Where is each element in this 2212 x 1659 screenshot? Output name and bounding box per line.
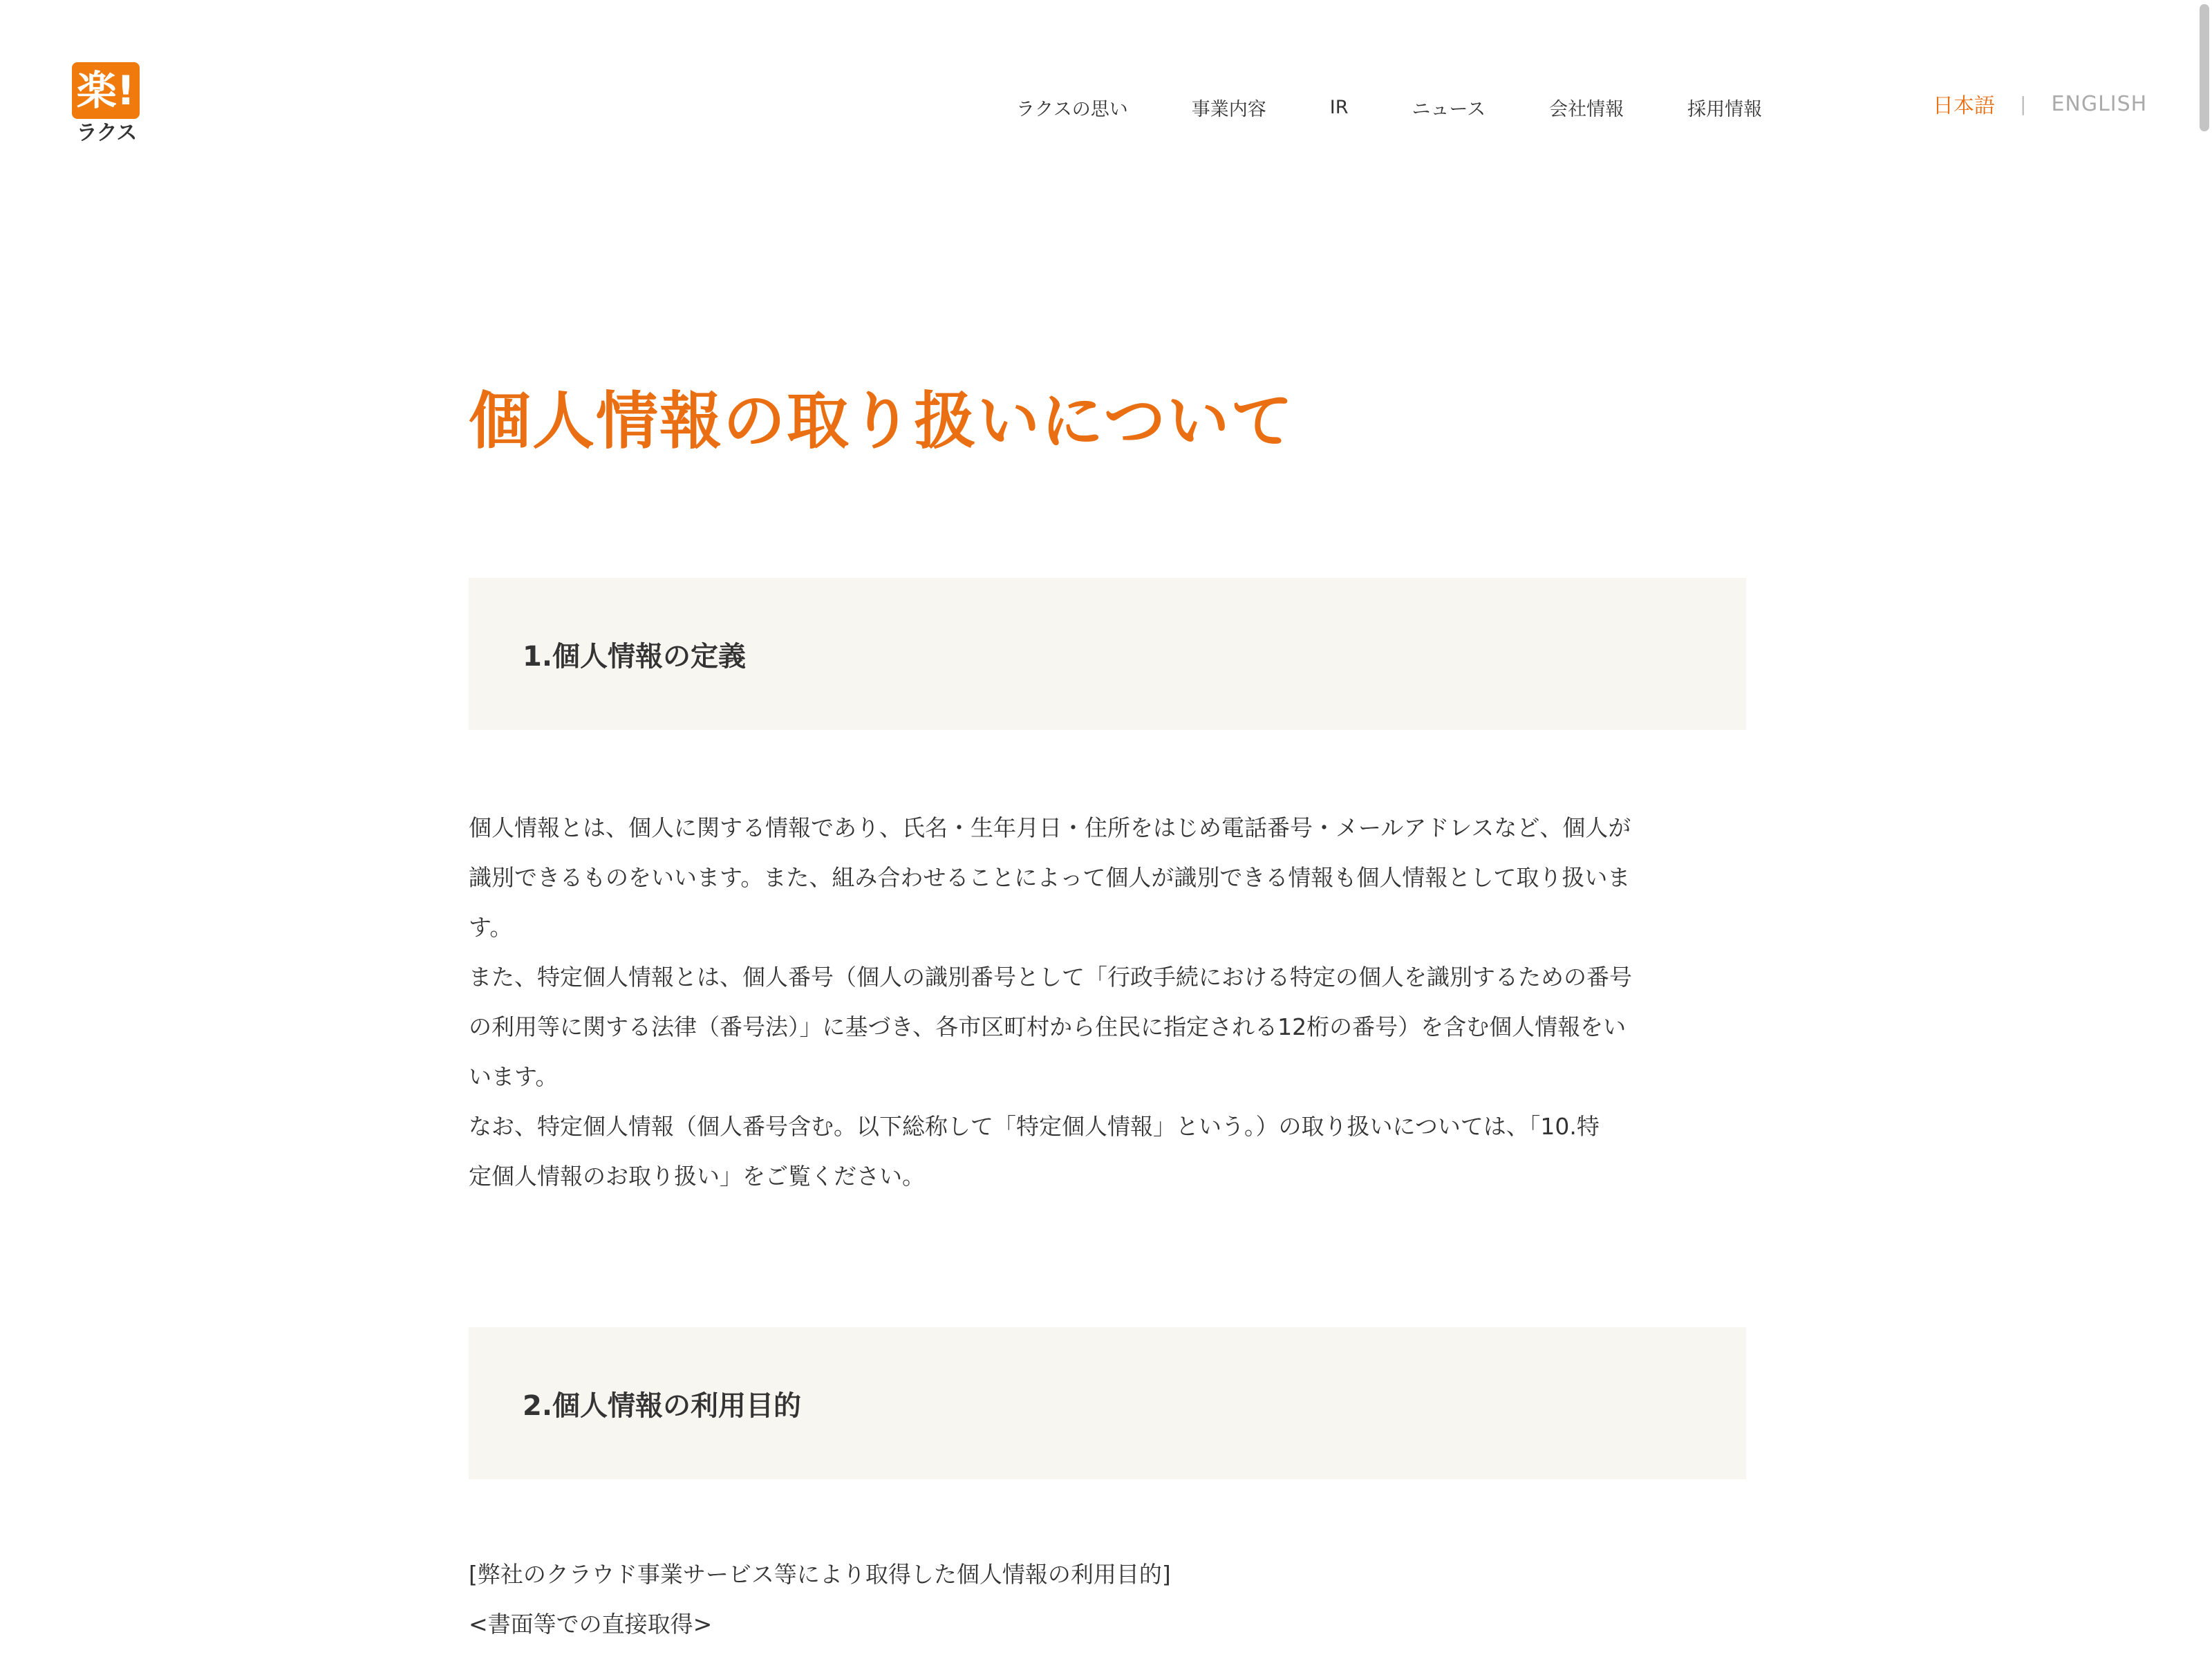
section-heading-purpose [469,1327,1746,1479]
nav-item-recruit[interactable]: 採用情報 [1687,99,1763,120]
paragraph-line: 個人情報とは、個人に関する情報であり、氏名・生年月日・住所をはじめ電話番号・メールアドレスなど、個人が [469,814,1631,841]
nav-item-company[interactable]: 会社情報 [1549,99,1624,120]
section-heading-text: 2.個人情報の利用目的 [523,1389,802,1422]
language-english-link[interactable]: ENGLISH [2051,91,2148,116]
nav-item-business[interactable]: 事業内容 [1191,99,1266,120]
global-nav [1016,94,1762,121]
paragraph-line: [弊社のクラウド事業サービス等により取得した個人情報の利用目的] [469,1561,1171,1588]
section-heading-text: 1.個人情報の定義 [523,640,747,673]
paragraph-line: います。 [469,1063,559,1090]
paragraph-line: <書面等での直接取得> [469,1611,713,1638]
section-heading-definition [469,578,1746,730]
main-content [469,359,1746,1638]
section-body-definition [469,803,1746,1201]
paragraph-line: なお、特定個人情報（個人番号含む。以下総称して「特定個人情報」という。）の取り扱いについては、「10.特 [469,1113,1600,1140]
language-switcher [1933,88,2147,119]
paragraph-line: の利用等に関する法律（番号法）」に基づき、各市区町村から住民に指定される12桁の番号）を含む個人情報をい [469,1013,1627,1040]
logo-text: ラクス [76,121,137,145]
site-header [0,0,2212,180]
section-body-purpose [469,1550,1746,1649]
nav-item-news[interactable]: ニュース [1412,99,1486,120]
language-japanese-link[interactable]: 日本語 [1933,94,1995,118]
nav-item-ir[interactable]: IR [1329,97,1349,118]
paragraph-line: 識別できるものをいいます。また、組み合わせることによって個人が識別できる情報も個人情報として取り扱いま [469,864,1631,891]
paragraph-line: また、特定個人情報とは、個人番号（個人の識別番号として「行政手続における特定の個人を識別するための番号 [469,964,1632,991]
scrollbar[interactable] [2200,4,2209,131]
paragraph-line: す。 [469,914,513,941]
page-title: 個人情報の取り扱いについて [469,385,1295,458]
logo-mark-icon: 楽! [72,62,140,119]
nav-item-rakus-vision[interactable]: ラクスの思い [1016,99,1128,120]
paragraph-line: 定個人情報のお取り扱い」をご覧ください。 [469,1163,925,1190]
rakus-logo[interactable] [72,62,141,145]
language-separator: | [2020,92,2027,115]
